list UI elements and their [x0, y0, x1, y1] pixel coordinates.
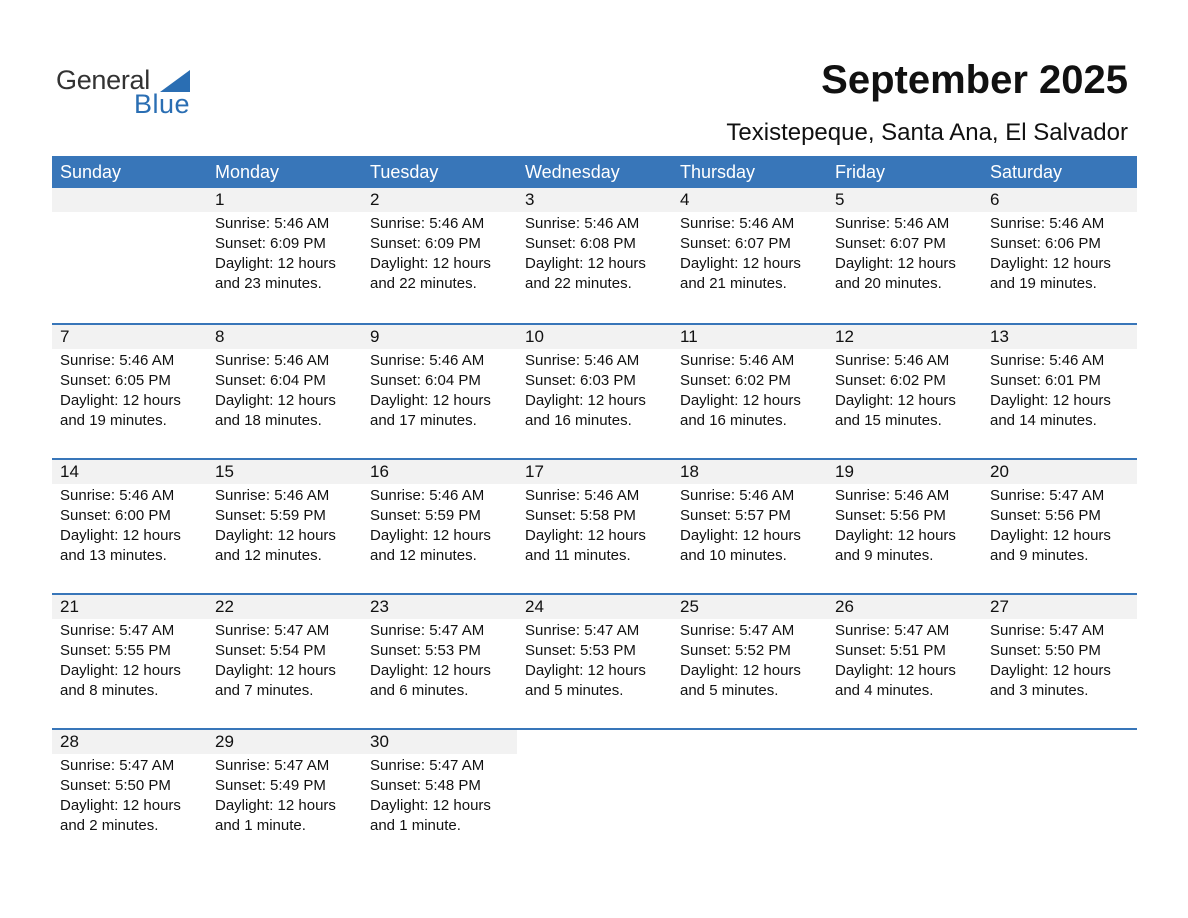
daylight-minutes: and 21 minutes. [680, 275, 787, 292]
daylight-hours: Daylight: 12 hours [60, 797, 181, 814]
sunrise-time: Sunrise: 5:46 AM [525, 215, 640, 232]
sunset-time: Sunset: 5:48 PM [370, 777, 481, 794]
sunset-time: Sunset: 5:52 PM [680, 642, 791, 659]
daylight-hours: Daylight: 12 hours [990, 527, 1111, 544]
sunset-time: Sunset: 5:53 PM [370, 642, 481, 659]
day-cell [517, 325, 672, 458]
day-cell [207, 595, 362, 728]
sunrise-time: Sunrise: 5:46 AM [60, 352, 175, 369]
page-title: September 2025 [821, 58, 1128, 102]
sunrise-time: Sunrise: 5:47 AM [990, 487, 1105, 504]
empty-day-cell [52, 188, 207, 323]
daylight-hours: Daylight: 12 hours [60, 662, 181, 679]
day-cell [982, 325, 1137, 458]
day-number: 5 [827, 188, 982, 212]
daylight-minutes: and 11 minutes. [525, 547, 631, 564]
day-sun-info [52, 619, 207, 701]
sunset-time: Sunset: 6:04 PM [215, 372, 326, 389]
sunset-time: Sunset: 6:04 PM [370, 372, 481, 389]
calendar-week-row [52, 458, 1137, 593]
sunset-time: Sunset: 6:03 PM [525, 372, 636, 389]
sunrise-time: Sunrise: 5:47 AM [370, 757, 485, 774]
sunrise-time: Sunrise: 5:47 AM [215, 757, 330, 774]
day-sun-info [982, 212, 1137, 294]
daylight-minutes: and 18 minutes. [215, 412, 322, 429]
day-sun-info [827, 212, 982, 294]
day-sun-info [207, 619, 362, 701]
day-cell [517, 460, 672, 593]
sunrise-time: Sunrise: 5:47 AM [525, 622, 640, 639]
sunrise-time: Sunrise: 5:46 AM [990, 215, 1105, 232]
sunrise-time: Sunrise: 5:46 AM [215, 352, 330, 369]
daylight-minutes: and 16 minutes. [525, 412, 632, 429]
sunset-time: Sunset: 6:07 PM [835, 235, 946, 252]
daylight-hours: Daylight: 12 hours [370, 255, 491, 272]
sunset-time: Sunset: 5:56 PM [990, 507, 1101, 524]
daylight-hours: Daylight: 12 hours [680, 255, 801, 272]
daylight-hours: Daylight: 12 hours [215, 392, 336, 409]
sunrise-time: Sunrise: 5:46 AM [370, 215, 485, 232]
day-sun-info [827, 619, 982, 701]
sunset-time: Sunset: 6:02 PM [680, 372, 791, 389]
sunrise-time: Sunrise: 5:46 AM [680, 352, 795, 369]
day-sun-info [52, 484, 207, 566]
daylight-minutes: and 1 minute. [370, 817, 461, 834]
daylight-hours: Daylight: 12 hours [835, 527, 956, 544]
day-number: 23 [362, 595, 517, 619]
weekday-sunday: Sunday [60, 162, 122, 182]
day-number: 22 [207, 595, 362, 619]
sunset-time: Sunset: 6:01 PM [990, 372, 1101, 389]
day-sun-info [982, 349, 1137, 431]
weeks-container [52, 188, 1137, 863]
calendar-week-row [52, 323, 1137, 458]
daylight-hours: Daylight: 12 hours [680, 392, 801, 409]
daylight-minutes: and 17 minutes. [370, 412, 477, 429]
day-cell [207, 325, 362, 458]
sunset-time: Sunset: 5:49 PM [215, 777, 326, 794]
daylight-hours: Daylight: 12 hours [370, 662, 491, 679]
daylight-minutes: and 15 minutes. [835, 412, 942, 429]
day-number: 10 [517, 325, 672, 349]
day-number: 17 [517, 460, 672, 484]
daylight-minutes: and 20 minutes. [835, 275, 942, 292]
daylight-minutes: and 2 minutes. [60, 817, 159, 834]
sunset-time: Sunset: 6:00 PM [60, 507, 171, 524]
daylight-hours: Daylight: 12 hours [990, 392, 1111, 409]
sunset-time: Sunset: 6:08 PM [525, 235, 636, 252]
daylight-hours: Daylight: 12 hours [370, 392, 491, 409]
day-number: 12 [827, 325, 982, 349]
sunrise-time: Sunrise: 5:47 AM [990, 622, 1105, 639]
sunset-time: Sunset: 5:55 PM [60, 642, 171, 659]
day-cell [827, 188, 982, 323]
day-sun-info [672, 619, 827, 701]
sunset-time: Sunset: 6:06 PM [990, 235, 1101, 252]
daylight-minutes: and 4 minutes. [835, 682, 934, 699]
sunrise-time: Sunrise: 5:47 AM [835, 622, 950, 639]
day-number: 30 [362, 730, 517, 754]
calendar-week-row [52, 593, 1137, 728]
calendar-week-row [52, 188, 1137, 323]
daylight-hours: Daylight: 12 hours [525, 527, 646, 544]
sunrise-time: Sunrise: 5:46 AM [525, 487, 640, 504]
day-cell [362, 730, 517, 863]
day-number: 24 [517, 595, 672, 619]
sunset-time: Sunset: 5:56 PM [835, 507, 946, 524]
daylight-minutes: and 23 minutes. [215, 275, 322, 292]
weekday-header-row [52, 156, 1137, 188]
daylight-minutes: and 14 minutes. [990, 412, 1097, 429]
sunrise-time: Sunrise: 5:46 AM [835, 487, 950, 504]
sunset-time: Sunset: 5:53 PM [525, 642, 636, 659]
day-cell [52, 595, 207, 728]
sunset-time: Sunset: 5:50 PM [990, 642, 1101, 659]
day-cell [52, 325, 207, 458]
day-number: 14 [52, 460, 207, 484]
sunset-time: Sunset: 5:59 PM [215, 507, 326, 524]
day-number: 7 [52, 325, 207, 349]
empty-day-cell [672, 730, 827, 863]
sunrise-time: Sunrise: 5:46 AM [990, 352, 1105, 369]
day-sun-info [207, 754, 362, 836]
day-cell [982, 188, 1137, 323]
sunrise-time: Sunrise: 5:46 AM [370, 487, 485, 504]
day-number: 26 [827, 595, 982, 619]
day-cell [982, 460, 1137, 593]
sunset-time: Sunset: 5:54 PM [215, 642, 326, 659]
day-cell [827, 325, 982, 458]
sunrise-time: Sunrise: 5:47 AM [60, 757, 175, 774]
daylight-minutes: and 9 minutes. [990, 547, 1089, 564]
calendar-grid [52, 156, 1137, 863]
day-cell [52, 460, 207, 593]
day-sun-info [207, 212, 362, 294]
day-cell [52, 730, 207, 863]
daylight-hours: Daylight: 12 hours [60, 527, 181, 544]
daylight-hours: Daylight: 12 hours [680, 527, 801, 544]
weekday-thursday: Thursday [680, 162, 756, 182]
day-cell [517, 188, 672, 323]
sunrise-time: Sunrise: 5:46 AM [525, 352, 640, 369]
day-sun-info [517, 349, 672, 431]
day-cell [362, 595, 517, 728]
daylight-minutes: and 19 minutes. [60, 412, 167, 429]
day-number: 21 [52, 595, 207, 619]
day-sun-info [207, 484, 362, 566]
daylight-hours: Daylight: 12 hours [370, 527, 491, 544]
day-cell [672, 325, 827, 458]
day-sun-info [362, 484, 517, 566]
daylight-minutes: and 12 minutes. [370, 547, 477, 564]
day-number: 20 [982, 460, 1137, 484]
sunrise-time: Sunrise: 5:47 AM [60, 622, 175, 639]
day-number: 9 [362, 325, 517, 349]
daylight-hours: Daylight: 12 hours [60, 392, 181, 409]
day-sun-info [827, 484, 982, 566]
daylight-hours: Daylight: 12 hours [525, 392, 646, 409]
daylight-minutes: and 5 minutes. [525, 682, 624, 699]
day-sun-info [827, 349, 982, 431]
sunset-time: Sunset: 6:05 PM [60, 372, 171, 389]
day-cell [672, 595, 827, 728]
day-cell [207, 460, 362, 593]
location-subtitle: Texistepeque, Santa Ana, El Salvador [726, 119, 1128, 146]
daylight-hours: Daylight: 12 hours [215, 255, 336, 272]
day-number: 1 [207, 188, 362, 212]
sunrise-time: Sunrise: 5:46 AM [835, 215, 950, 232]
sunrise-time: Sunrise: 5:46 AM [680, 487, 795, 504]
day-number: 18 [672, 460, 827, 484]
weekday-wednesday: Wednesday [525, 162, 620, 182]
day-number: 29 [207, 730, 362, 754]
sunrise-time: Sunrise: 5:46 AM [835, 352, 950, 369]
daylight-minutes: and 22 minutes. [525, 275, 632, 292]
daylight-hours: Daylight: 12 hours [835, 662, 956, 679]
daylight-minutes: and 10 minutes. [680, 547, 787, 564]
daylight-minutes: and 8 minutes. [60, 682, 159, 699]
day-sun-info [672, 484, 827, 566]
day-number: 6 [982, 188, 1137, 212]
empty-day-cell [827, 730, 982, 863]
daylight-minutes: and 13 minutes. [60, 547, 167, 564]
daylight-minutes: and 19 minutes. [990, 275, 1097, 292]
daylight-hours: Daylight: 12 hours [990, 255, 1111, 272]
daylight-minutes: and 1 minute. [215, 817, 306, 834]
empty-day-cell [982, 730, 1137, 863]
daylight-hours: Daylight: 12 hours [215, 527, 336, 544]
sunset-time: Sunset: 5:57 PM [680, 507, 791, 524]
sunrise-time: Sunrise: 5:46 AM [60, 487, 175, 504]
day-cell [362, 325, 517, 458]
day-cell [982, 595, 1137, 728]
calendar-week-row [52, 728, 1137, 863]
daylight-minutes: and 9 minutes. [835, 547, 934, 564]
day-sun-info [517, 484, 672, 566]
day-cell [362, 460, 517, 593]
day-cell [517, 595, 672, 728]
sunset-time: Sunset: 6:02 PM [835, 372, 946, 389]
day-sun-info [672, 212, 827, 294]
day-number-band [52, 188, 207, 212]
sunrise-time: Sunrise: 5:46 AM [215, 215, 330, 232]
day-sun-info [517, 619, 672, 701]
sunset-time: Sunset: 5:50 PM [60, 777, 171, 794]
logo-general-text: General [56, 65, 150, 95]
sunrise-time: Sunrise: 5:47 AM [680, 622, 795, 639]
day-number: 2 [362, 188, 517, 212]
daylight-hours: Daylight: 12 hours [215, 662, 336, 679]
sunset-time: Sunset: 6:09 PM [370, 235, 481, 252]
daylight-hours: Daylight: 12 hours [525, 662, 646, 679]
weekday-tuesday: Tuesday [370, 162, 439, 182]
sunrise-time: Sunrise: 5:47 AM [370, 622, 485, 639]
day-number: 15 [207, 460, 362, 484]
day-sun-info [52, 754, 207, 836]
day-number: 13 [982, 325, 1137, 349]
day-cell [672, 460, 827, 593]
daylight-hours: Daylight: 12 hours [835, 255, 956, 272]
day-sun-info [362, 212, 517, 294]
day-cell [827, 595, 982, 728]
day-number: 8 [207, 325, 362, 349]
daylight-hours: Daylight: 12 hours [370, 797, 491, 814]
daylight-minutes: and 16 minutes. [680, 412, 787, 429]
daylight-minutes: and 22 minutes. [370, 275, 477, 292]
day-sun-info [207, 349, 362, 431]
day-sun-info [982, 619, 1137, 701]
day-cell [362, 188, 517, 323]
day-sun-info [982, 484, 1137, 566]
sunset-time: Sunset: 5:51 PM [835, 642, 946, 659]
daylight-hours: Daylight: 12 hours [990, 662, 1111, 679]
daylight-minutes: and 7 minutes. [215, 682, 314, 699]
sunset-time: Sunset: 6:09 PM [215, 235, 326, 252]
sunset-time: Sunset: 5:58 PM [525, 507, 636, 524]
day-sun-info [517, 212, 672, 294]
empty-day-cell [517, 730, 672, 863]
daylight-hours: Daylight: 12 hours [680, 662, 801, 679]
brand-logo [56, 64, 196, 120]
day-number: 11 [672, 325, 827, 349]
day-number: 4 [672, 188, 827, 212]
sunrise-time: Sunrise: 5:46 AM [370, 352, 485, 369]
sunset-time: Sunset: 5:59 PM [370, 507, 481, 524]
day-number: 3 [517, 188, 672, 212]
daylight-hours: Daylight: 12 hours [525, 255, 646, 272]
sunrise-time: Sunrise: 5:46 AM [215, 487, 330, 504]
day-sun-info [52, 349, 207, 431]
day-cell [672, 188, 827, 323]
daylight-minutes: and 12 minutes. [215, 547, 322, 564]
daylight-hours: Daylight: 12 hours [835, 392, 956, 409]
day-number: 28 [52, 730, 207, 754]
day-cell [207, 730, 362, 863]
daylight-hours: Daylight: 12 hours [215, 797, 336, 814]
weekday-friday: Friday [835, 162, 886, 182]
day-sun-info [362, 349, 517, 431]
day-number: 27 [982, 595, 1137, 619]
day-sun-info [362, 619, 517, 701]
day-sun-info [362, 754, 517, 836]
day-sun-info [672, 349, 827, 431]
logo-blue-text: Blue [134, 89, 191, 119]
daylight-minutes: and 6 minutes. [370, 682, 469, 699]
sunrise-time: Sunrise: 5:47 AM [215, 622, 330, 639]
day-cell [207, 188, 362, 323]
sunset-time: Sunset: 6:07 PM [680, 235, 791, 252]
weekday-saturday: Saturday [990, 162, 1063, 182]
daylight-minutes: and 5 minutes. [680, 682, 779, 699]
sunrise-time: Sunrise: 5:46 AM [680, 215, 795, 232]
weekday-monday: Monday [215, 162, 280, 182]
day-number: 19 [827, 460, 982, 484]
day-number: 25 [672, 595, 827, 619]
day-number: 16 [362, 460, 517, 484]
day-cell [827, 460, 982, 593]
daylight-minutes: and 3 minutes. [990, 682, 1089, 699]
